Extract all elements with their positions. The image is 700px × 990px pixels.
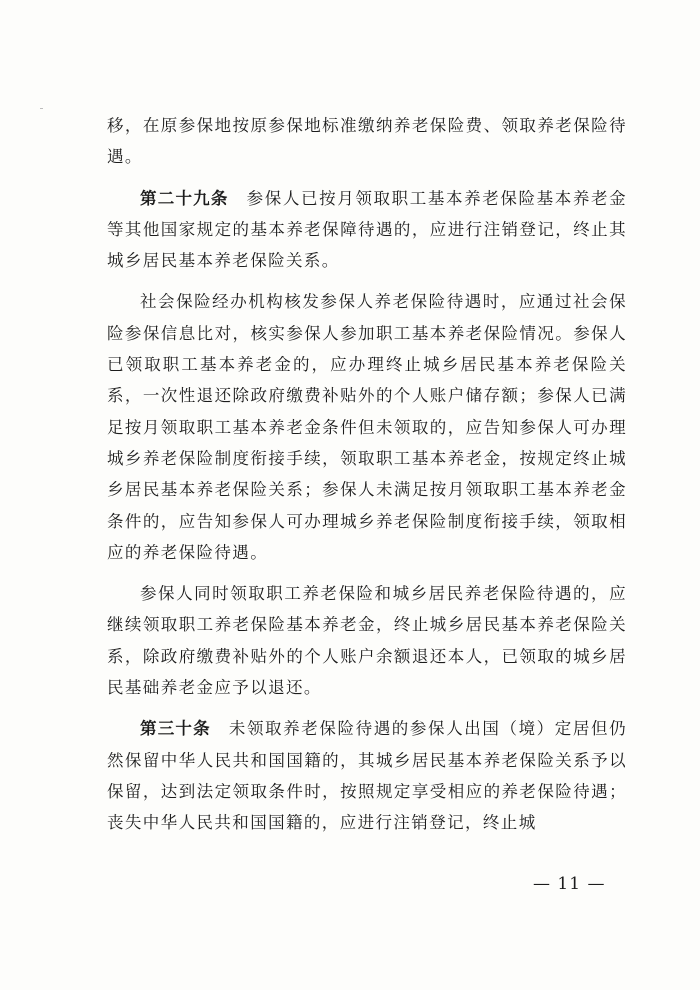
- article-29: [107, 183, 627, 277]
- paragraph: [107, 578, 627, 703]
- paragraph-text: 参保人同时领取职工养老保险和城乡居民养老保险待遇的，应继续领取职工养老保险基本养老金，终止城乡居民基本养老保险关系，除政府缴费补贴外的个人账户余额退还本人，已领取的城乡居民基础养老金应予以退还。: [107, 584, 627, 698]
- page-number: — 11 —: [533, 874, 606, 894]
- paragraph-continuation: [107, 110, 627, 173]
- paragraph-text: 参保人已按月领取职工基本养老保险基本养老金等其他国家规定的基本养老保障待遇的，应进行注销登记，终止其城乡居民基本养老保险关系。: [107, 188, 627, 271]
- article-heading: 第二十九条: [140, 188, 229, 208]
- paragraph-text: 社会保险经办机构核发参保人养老保险待遇时，应通过社会保险参保信息比对，核实参保人参加职工基本养老保险情况。参保人已领取职工基本养老金的，应办理终止城乡居民基本养老保险关系，一次性退还除政府缴费补贴外的个人账户储存额；参保人已满足按月领取职工基本养老金条件但未领取的，应告知参保人可办理城乡养老保险制度衔接手续，领取职工基本养老金，按规定终止城乡居民基本养老保险关系；参保人未满足按月领取职工基本养老金条件的，应告知参保人可办理城乡养老保险制度衔接手续，领取相应的养老保险待遇。: [107, 292, 627, 562]
- article-30: [107, 713, 627, 838]
- paragraph: [107, 286, 627, 568]
- scan-mark: [40, 108, 43, 109]
- document-body: [107, 110, 627, 839]
- paragraph-text: 未领取养老保险待遇的参保人出国（境）定居但仍然保留中华人民共和国国籍的，其城乡居民基本养老保险关系予以保留，达到法定领取条件时，按照规定享受相应的养老保险待遇；丧失中华人民共和国国籍的，应进行注销登记，终止城: [107, 719, 628, 833]
- paragraph-text: 移，在原参保地按原参保地标准缴纳养老保险费、领取养老保险待遇。: [107, 116, 627, 167]
- article-heading: 第三十条: [140, 719, 211, 739]
